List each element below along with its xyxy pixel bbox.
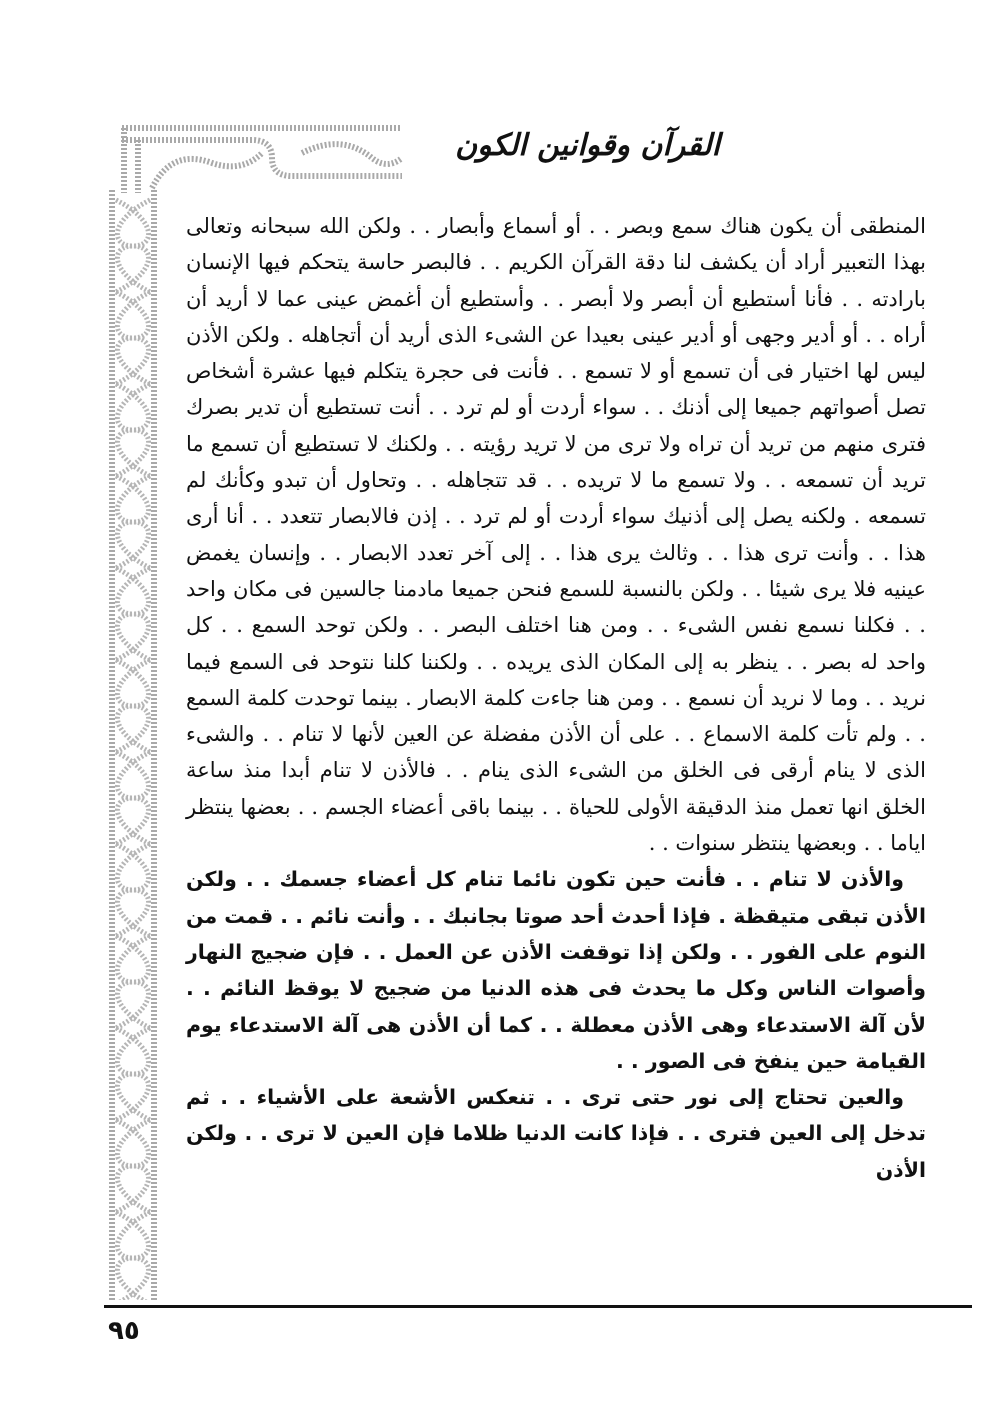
ornamental-border-top xyxy=(112,118,412,198)
footer-rule xyxy=(104,1305,972,1308)
ornamental-border-side xyxy=(104,190,162,1300)
page-number: ٩٥ xyxy=(108,1316,140,1346)
body-text xyxy=(186,208,926,1188)
paragraph: والعين تحتاج إلى نور حتى ترى . . تنعكس الأشعة على الأشياء . . ثم تدخل إلى العين فترى . . فإذا كانت الدنيا ظلاما فإن العين لا ترى . . ولكن الأذن xyxy=(186,1085,926,1182)
page-header-title: القرآن وقوانين الكون xyxy=(455,128,720,163)
paragraph: والأذن لا تنام . . فأنت حين تكون نائما تنام كل أعضاء جسمك . . ولكن الأذن تبقى متيقظة . فإذا أحدث أحد صوتا بجانبك . . وأنت نائم . . قمت من النوم على الفور . . ولكن إذا توقفت الأذن عن العمل . . فإن ضجيج النهار وأصوات الناس وكل ما يحدث فى هذه الدنيا من ضجيج لا يوقظ النائم . . لأن آلة الاستدعاء وهى الأذن معطلة . . كما أن الأذن هى آلة الاستدعاء يوم القيامة حين ينفخ فى الصور . . xyxy=(186,867,926,1073)
paragraph: المنطقى أن يكون هناك سمع وبصر . . أو أسماع وأبصار . . ولكن الله سبحانه وتعالى بهذا التعبير أراد أن يكشف لنا دقة القرآن الكريم . . فالبصر حاسة يتحكم فيها الإنسان بارادته . . فأنا أستطيع أن أبصر ولا أبصر . . وأستطيع أن أغمض عينى عما لا أريد أن أراه . . أو أدير وجهى أو أدير عينى بعيدا عن الشىء الذى أريد أن أتجاهله . ولكن الأذن ليس لها اختيار فى أن تسمع أو لا تسمع . . فأنت فى حجرة يتكلم فيها عشرة أشخاص تصل أصواتهم جميعا إلى أذنك . . سواء أردت أو لم ترد . . أنت تستطيع أن تدير بصرك فترى منهم من تريد أن تراه ولا ترى من لا تريد رؤيته . . ولكنك لا تستطيع أن تسمع ما تريد أن تسمعه . . ولا تسمع ما لا تريده . . قد تتجاهله . . وتحاول أن تبدو وكأنك لم تسمعه . ولكنه يصل إلى أذنيك سواء أردت أو لم ترد . . إذن فالابصار تتعدد . . أنا أرى هذا . . وأنت ترى هذا . . وثالث يرى هذا . . إلى آخر تعدد الابصار . . وإنسان يغمض عينيه فلا يرى شيئا . . ولكن بالنسبة للسمع فنحن جميعا مادمنا جالسين فى مكان واحد . . فكلنا نسمع نفس الشىء . . ومن هنا اختلف البصر . . ولكن توحد السمع . . كل واحد له بصر . . ينظر به إلى المكان الذى يريده . . ولكننا كلنا نتوحد فى السمع فيما نريد . . وما لا نريد أن نسمع . . ومن هنا جاءت كلمة الابصار . بينما توحدت كلمة السمع . . ولم تأت كلمة الاسماع . . على أن الأذن مفضلة عن العين لأنها لا تنام . . والشىء الذى لا ينام أرقى فى الخلق من الشىء الذى ينام . . فالأذن لا تنام أبدا منذ ساعة الخلق انها تعمل منذ الدقيقة الأولى للحياة . . بينما باقى أعضاء الجسم . . بعضها ينتظر اياما . . وبعضها ينتظر سنوات . . xyxy=(186,214,926,856)
